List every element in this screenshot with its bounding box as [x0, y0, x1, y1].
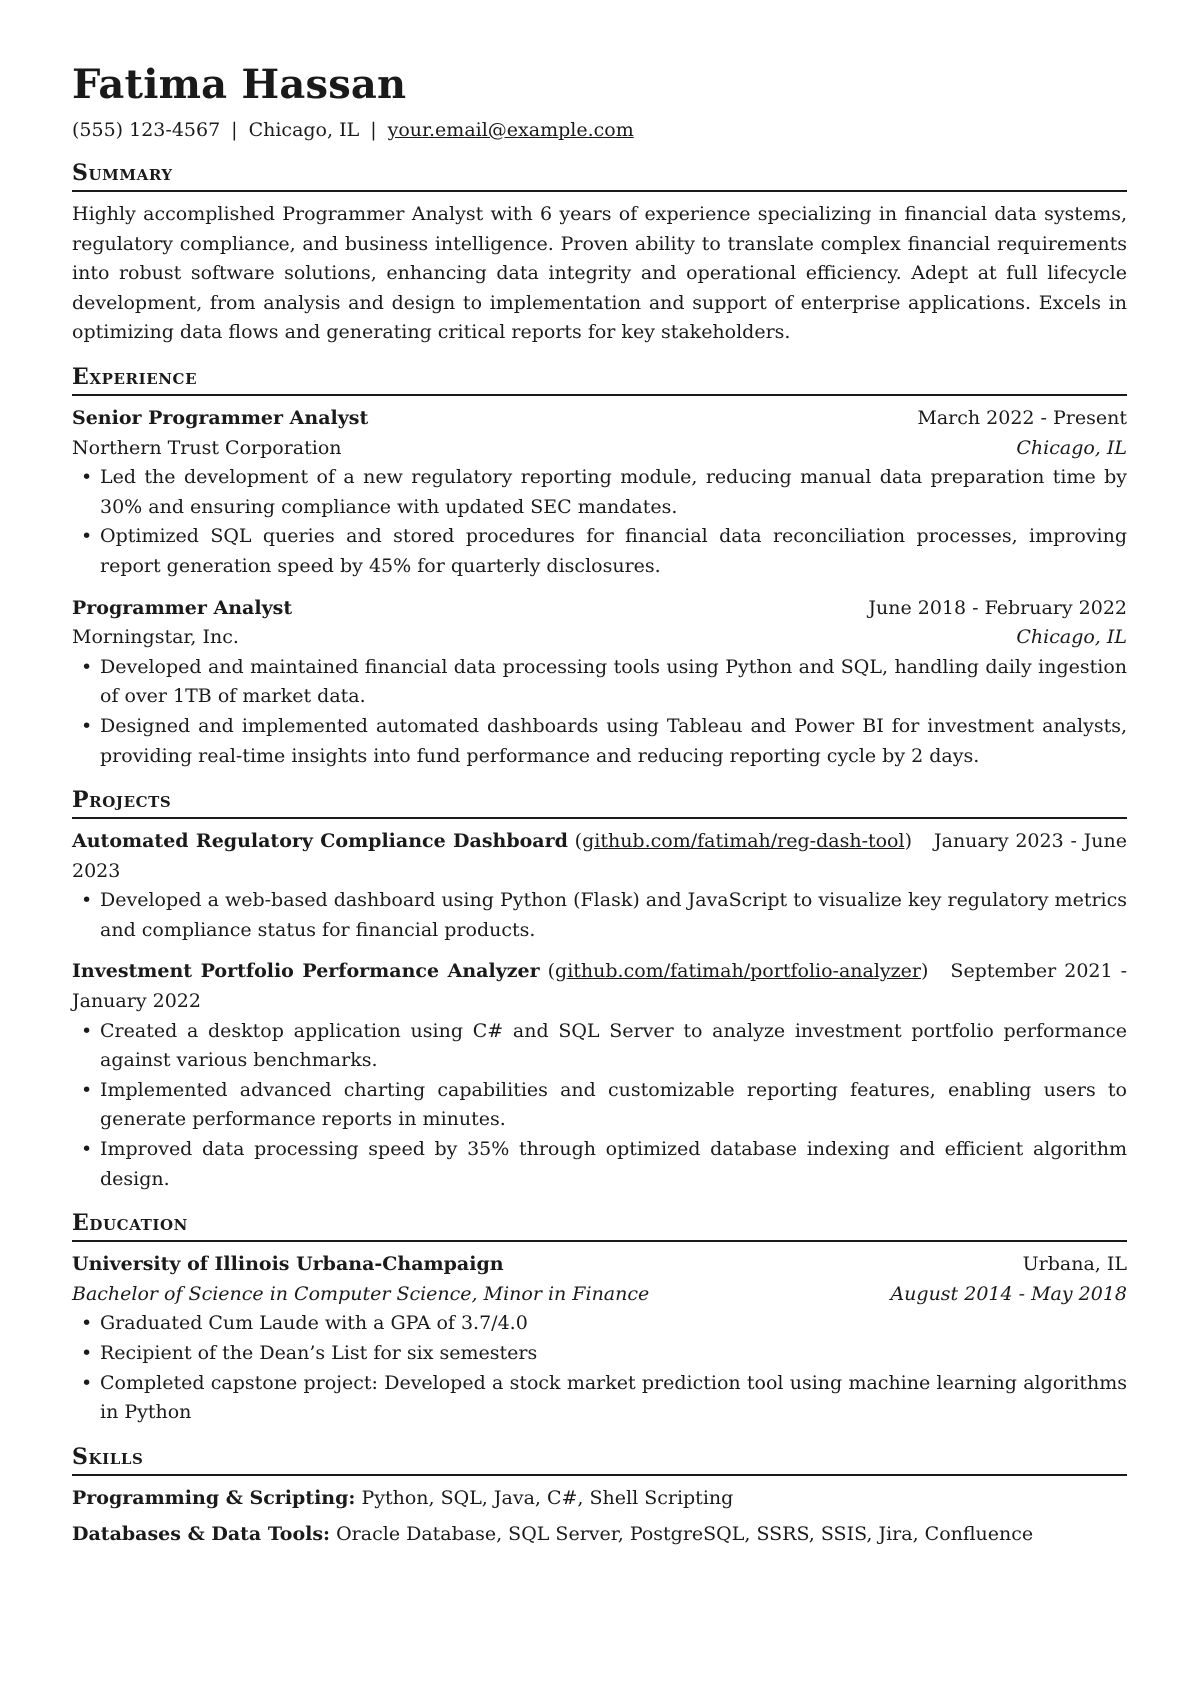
project-header: Automated Regulatory Compliance Dashboard (github.com/fatimah/reg-dash-tool) January 2023 - June 2023: [72, 830, 1127, 882]
project-bullets: [72, 1017, 1127, 1195]
job-dates: June 2018 - February 2022: [868, 596, 1127, 619]
bullet-item: • Completed capstone project: Developed a stock market prediction tool using machine learning algorithms in Python: [72, 1369, 1127, 1428]
project-header: Investment Portfolio Performance Analyzer (github.com/fatimah/portfolio-analyzer) September 2021 - January 2022: [72, 960, 1127, 1013]
education-bullets: [72, 1309, 1127, 1427]
degree: Bachelor of Science in Computer Science, Minor in Finance: [72, 1282, 650, 1305]
section-title-summary: Summary: [72, 158, 1127, 192]
company-name: Morningstar, Inc.: [72, 626, 239, 649]
section-title-education: Education: [72, 1208, 1127, 1242]
experience-entry: [72, 594, 1127, 772]
job-location: Chicago, IL: [1016, 626, 1127, 649]
project-entry: [72, 827, 1127, 945]
email-link[interactable]: your.email@example.com: [387, 119, 634, 141]
bullet-item: • Implemented advanced charting capabilities and customizable reporting features, enabling users to generate performance reports in minutes.: [72, 1076, 1127, 1135]
school-location: Urbana, IL: [1022, 1253, 1127, 1276]
project-entry: [72, 957, 1127, 1194]
project-name: Investment Portfolio Performance Analyzer: [72, 960, 540, 983]
education-dates: August 2014 - May 2018: [890, 1282, 1127, 1305]
bullet-item: • Developed a web-based dashboard using Python (Flask) and JavaScript to visualize key regulatory metrics and compliance status for financial products.: [72, 886, 1127, 945]
bullet-item: • Recipient of the Dean’s List for six semesters: [72, 1339, 1127, 1369]
bullet-item: • Developed and maintained financial data processing tools using Python and SQL, handling daily ingestion of over 1TB of market data.: [72, 653, 1127, 712]
project-dates: January 2023 - June 2023: [72, 830, 1127, 882]
contact-separator: |: [231, 119, 238, 141]
education-entry: [72, 1250, 1127, 1428]
bullet-item: • Led the development of a new regulatory reporting module, reducing manual data preparation time by 30% and ensuring compliance with updated SEC mandates.: [72, 463, 1127, 522]
company-name: Northern Trust Corporation: [72, 436, 342, 459]
skill-values: Python, SQL, Java, C#, Shell Scripting: [361, 1486, 734, 1509]
skill-line: [72, 1484, 1127, 1514]
project-link[interactable]: github.com/fatimah/portfolio-analyzer: [555, 960, 921, 983]
project-dates: September 2021 - January 2022: [72, 960, 1127, 1013]
project-name: Automated Regulatory Compliance Dashboard: [72, 830, 568, 853]
resume-page: [72, 58, 1127, 1550]
bullet-item: • Improved data processing speed by 35% through optimized database indexing and efficient algorithm design.: [72, 1135, 1127, 1194]
candidate-name: Fatima Hassan: [72, 61, 407, 108]
section-title-experience: Experience: [72, 362, 1127, 396]
bullet-item: • Graduated Cum Laude with a GPA of 3.7/4.0: [72, 1309, 1127, 1339]
contact-separator: |: [370, 119, 377, 141]
job-dates: March 2022 - Present: [917, 406, 1127, 429]
phone-number: (555) 123-4567: [72, 119, 221, 141]
job-title: Programmer Analyst: [72, 596, 293, 619]
skill-category: Databases & Data Tools:: [72, 1523, 331, 1546]
job-title: Senior Programmer Analyst: [72, 406, 369, 429]
section-title-projects: Projects: [72, 785, 1127, 819]
job-location: Chicago, IL: [1016, 436, 1127, 459]
contact-line: [72, 116, 1127, 144]
bullet-item: • Optimized SQL queries and stored procedures for financial data reconciliation processes, improving report generation speed by 45% for quarterly disclosures.: [72, 522, 1127, 581]
experience-entry: [72, 404, 1127, 582]
skill-category: Programming & Scripting:: [72, 1486, 356, 1509]
project-link[interactable]: github.com/fatimah/reg-dash-tool: [582, 830, 905, 853]
bullet-item: • Designed and implemented automated dashboards using Tableau and Power BI for investment analysts, providing real-time insights into fund performance and reducing reporting cycle by 2 days.: [72, 712, 1127, 771]
location: Chicago, IL: [248, 119, 360, 141]
job-bullets: [72, 463, 1127, 581]
project-bullets: [72, 886, 1127, 945]
job-bullets: [72, 653, 1127, 771]
bullet-item: • Created a desktop application using C# and SQL Server to analyze investment portfolio performance against various benchmarks.: [72, 1017, 1127, 1076]
school-name: University of Illinois Urbana-Champaign: [72, 1253, 504, 1276]
skill-line: [72, 1520, 1127, 1550]
section-title-skills: Skills: [72, 1442, 1127, 1476]
summary-text: Highly accomplished Programmer Analyst with 6 years of experience specializing in financial data systems, regulatory compliance, and business intelligence. Proven ability to translate complex financial requirements into robust software solutions, enhancing data integrity and operational efficiency. Adept at full lifecycle development, from analysis and design to implementation and support of enterprise applications. Excels in optimizing data flows and generating critical reports for key stakeholders.: [72, 203, 1127, 344]
skill-values: Oracle Database, SQL Server, PostgreSQL, SSRS, SSIS, Jira, Confluence: [336, 1523, 1034, 1546]
